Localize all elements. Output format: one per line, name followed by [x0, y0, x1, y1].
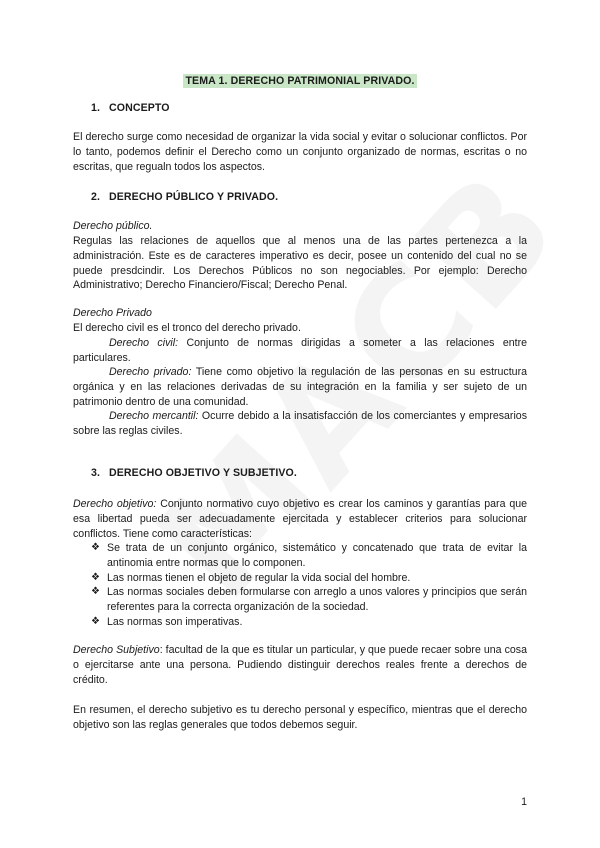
list-item-text: Las normas son imperativas. [107, 615, 243, 628]
derecho-objetivo-label: Derecho objetivo: [73, 498, 157, 510]
section-2-number: 2. [91, 191, 101, 203]
section-2-heading [91, 191, 278, 203]
derecho-subjetivo-label: Derecho Subjetivo [73, 644, 160, 656]
derecho-publico-paragraph: Regulas las relaciones de aquellos que al menos una de las partes pertenezca a la administración. Este es de caracteres imperativo es decir, posee un contenido del cual no se puede presdcindir. Los Derechos Públicos no son negociables. Por ejemplo: Derecho Administrativo; Derecho Financiero/Fiscal; Derecho Penal. [73, 235, 527, 292]
page-number: 1 [521, 796, 527, 808]
derecho-mercantil-label: Derecho mercantil: [109, 410, 199, 422]
bullet-diamond-icon: ❖ [91, 542, 100, 553]
section-3-heading [91, 467, 297, 479]
bullet-diamond-icon: ❖ [91, 571, 100, 583]
list-item-text: Se trata de un conjunto orgánico, sistemático y concatenado que trata de evitar la antinomia entre normas que lo componen. [107, 542, 527, 569]
derecho-publico-label: Derecho público. [73, 220, 153, 232]
derecho-privado-intro: El derecho civil es el tronco del derecho privado. [73, 322, 301, 334]
document-title: TEMA 1. DERECHO PATRIMONIAL PRIVADO. [185, 75, 415, 87]
list-item-text: Las normas sociales deben formularse con arreglo a unos valores y principios que serán referentes para la correcta organización de la sociedad. [107, 586, 527, 614]
derecho-subjetivo-text: : facultad de la que es titular un particular, y que puede recaer sobre una cosa o ejercitarse ante una persona. Pudiendo distinguir derechos reales frente a derechos de crédito. [73, 644, 528, 686]
section-1-paragraph: El derecho surge como necesidad de organizar la vida social y evitar o solucionar conflictos. Por lo tanto, podemos definir el Derecho como un conjunto organizado de normas, escritas o no escritas, que regualn todos los aspectos. [73, 131, 527, 173]
derecho-civil-label: Derecho civil: [109, 337, 179, 349]
section-1-number: 1. [91, 102, 101, 114]
section-1-title: CONCEPTO [109, 102, 170, 114]
derecho-civil-paragraph [73, 336, 527, 366]
section-1-heading [91, 102, 170, 114]
list-item [91, 541, 527, 571]
resumen-paragraph: En resumen, el derecho subjetivo es tu derecho personal y específico, mientras que el derecho objetivo son las reglas generales que todos debemos seguir. [73, 704, 527, 731]
bullet-diamond-icon: ❖ [91, 615, 100, 627]
title-container [0, 71, 600, 89]
section-3-title: DERECHO OBJETIVO Y SUBJETIVO. [109, 467, 297, 479]
bullet-diamond-icon: ❖ [91, 586, 100, 598]
derecho-civil-text: Conjunto de normas dirigidas a someter a las relaciones entre particulares. [73, 337, 527, 364]
caracteristicas-list [91, 541, 527, 630]
section-2-title: DERECHO PÚBLICO Y PRIVADO. [109, 191, 279, 203]
list-item [91, 615, 527, 630]
list-item-text: Las normas tienen el objeto de regular la vida social del hombre. [107, 571, 411, 584]
derecho-mercantil-text: Ocurre debido a la insatisfacción de los comerciantes y empresarios sobre las reglas civiles. [73, 410, 527, 437]
derecho-privado-sublabel: Derecho privado: [109, 366, 192, 378]
derecho-mercantil-paragraph [73, 409, 527, 439]
derecho-privado-text: Tiene como objetivo la regulación de las personas en su estructura orgánica y en las relaciones derivadas de su integración en la familia y ser sujeto de un patrimonio dentro de una comunidad. [73, 366, 527, 408]
derecho-objetivo-paragraph [73, 497, 527, 541]
section-3-number: 3. [91, 467, 101, 479]
derecho-privado-label: Derecho Privado [73, 307, 152, 319]
derecho-objetivo-text: Conjunto normativo cuyo objetivo es crear los caminos y garantías para que esa libertad pueda ser adecuadamente ejercitada y establecer criterios para solucionar conflictos. Tiene como características: [73, 498, 527, 540]
list-item [91, 571, 527, 586]
derecho-privado-paragraph [73, 365, 527, 409]
list-item [91, 585, 527, 615]
derecho-subjetivo-paragraph [73, 643, 527, 687]
